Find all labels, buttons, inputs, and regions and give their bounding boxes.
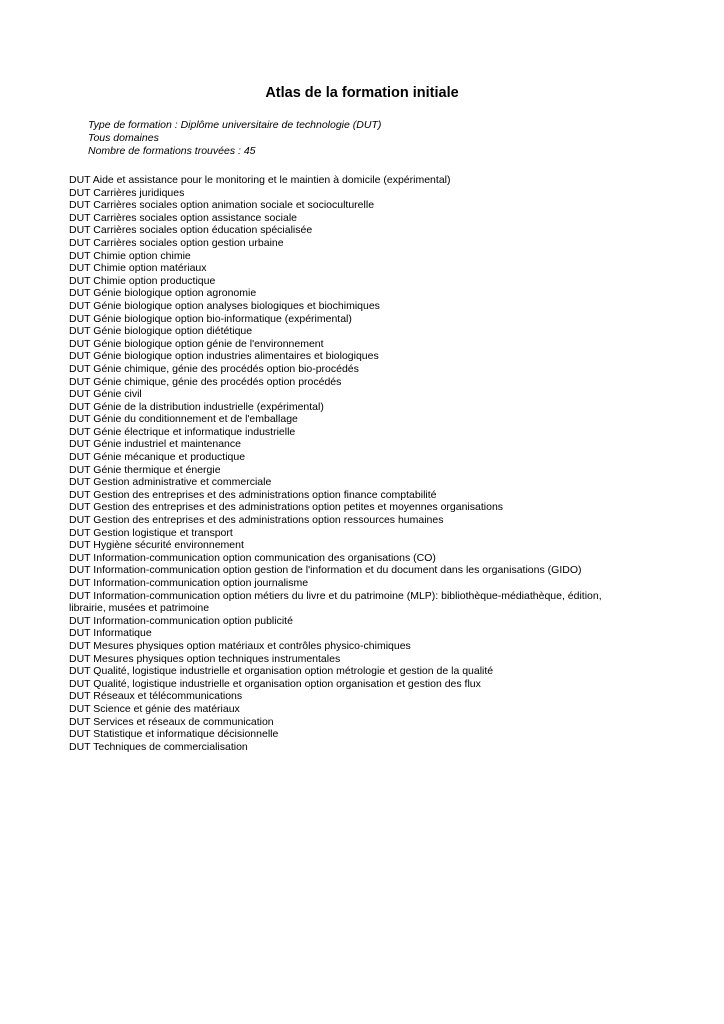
formation-list-item: DUT Carrières sociales option éducation spécialisée — [69, 224, 313, 237]
formation-list-item: DUT Carrières sociales option animation sociale et socioculturelle — [69, 199, 375, 212]
formation-list — [69, 174, 639, 753]
formation-list-item: DUT Carrières sociales option gestion urbaine — [69, 236, 284, 249]
formation-list-item: DUT Qualité, logistique industrielle et organisation option métrologie et gestion de la qualité — [69, 665, 494, 678]
formation-list-item: DUT Réseaux et télécommunications — [69, 690, 243, 703]
formation-list-item: DUT Information-communication option gestion de l'information et du document dans les organisations (GIDO) — [69, 564, 582, 577]
formation-list-item: DUT Gestion administrative et commerciale — [69, 476, 272, 489]
formation-list-item: DUT Gestion des entreprises et des administrations option ressources humaines — [69, 514, 444, 527]
formation-list-item: DUT Mesures physiques option techniques instrumentales — [69, 652, 341, 665]
formation-list-item: DUT Génie biologique option agronomie — [69, 287, 257, 300]
formation-list-item: DUT Gestion des entreprises et des administrations option petites et moyennes organisations — [69, 501, 504, 514]
formation-list-item: DUT Gestion des entreprises et des administrations option finance comptabilité — [69, 488, 437, 501]
formation-list-item: DUT Génie de la distribution industrielle (expérimental) — [69, 400, 324, 413]
formation-list-item: DUT Chimie option matériaux — [69, 262, 207, 275]
formation-list-item: DUT Information-communication option métiers du livre et du patrimoine (MLP): bibliothèque-médiathèque, édition, librairie, musées et patrimoine — [69, 589, 602, 615]
formation-list-item: DUT Science et génie des matériaux — [69, 702, 240, 715]
formation-list-item: DUT Hygiène sécurité environnement — [69, 539, 244, 552]
formation-list-item: DUT Génie électrique et informatique industrielle — [69, 425, 296, 438]
formation-list-item: DUT Chimie option chimie — [69, 249, 191, 262]
search-criteria — [88, 119, 381, 158]
formation-list-item: DUT Chimie option productique — [69, 274, 216, 287]
formation-list-item: DUT Informatique — [69, 627, 152, 640]
criteria-result-count: Nombre de formations trouvées : 45 — [88, 145, 256, 157]
formation-list-item: DUT Génie chimique, génie des procédés option bio-procédés — [69, 362, 359, 375]
formation-list-item: DUT Information-communication option publicité — [69, 614, 293, 627]
formation-list-item: DUT Génie biologique option génie de l'environnement — [69, 337, 324, 350]
formation-list-item: DUT Mesures physiques option matériaux et contrôles physico-chimiques — [69, 639, 411, 652]
formation-list-item: DUT Génie du conditionnement et de l'emballage — [69, 413, 298, 426]
formation-list-item: DUT Génie biologique option bio-informatique (expérimental) — [69, 312, 352, 325]
formation-list-item: DUT Aide et assistance pour le monitoring et le maintien à domicile (expérimental) — [69, 174, 451, 186]
criteria-training-type: Type de formation : Diplôme universitaire de technologie (DUT) — [88, 119, 382, 131]
formation-list-item: DUT Génie chimique, génie des procédés option procédés — [69, 375, 342, 388]
formation-list-item: DUT Génie civil — [69, 388, 142, 401]
formation-list-item: DUT Services et réseaux de communication — [69, 715, 274, 728]
formation-list-item: DUT Carrières sociales option assistance sociale — [69, 211, 297, 224]
formation-list-item: DUT Statistique et informatique décisionnelle — [69, 728, 279, 741]
formation-list-item: DUT Information-communication option communication des organisations (CO) — [69, 551, 436, 564]
formation-list-item: DUT Génie thermique et énergie — [69, 463, 221, 476]
formation-list-item: DUT Gestion logistique et transport — [69, 526, 233, 539]
formation-list-item: DUT Génie industriel et maintenance — [69, 438, 241, 451]
formation-list-item: DUT Génie biologique option analyses biologiques et biochimiques — [69, 299, 380, 312]
formation-list-item: DUT Qualité, logistique industrielle et organisation option organisation et gestion des flux — [69, 677, 481, 690]
formation-list-item: DUT Génie biologique option diététique — [69, 325, 253, 338]
formation-list-item: DUT Génie biologique option industries alimentaires et biologiques — [69, 350, 379, 363]
formation-list-item: DUT Information-communication option journalisme — [69, 577, 309, 589]
criteria-domain: Tous domaines — [88, 132, 159, 144]
formation-list-item: DUT Techniques de commercialisation — [69, 740, 248, 753]
document-title: Atlas de la formation initiale — [265, 85, 459, 101]
formation-list-item: DUT Génie mécanique et productique — [69, 451, 246, 464]
formation-list-item: DUT Carrières juridiques — [69, 186, 185, 199]
